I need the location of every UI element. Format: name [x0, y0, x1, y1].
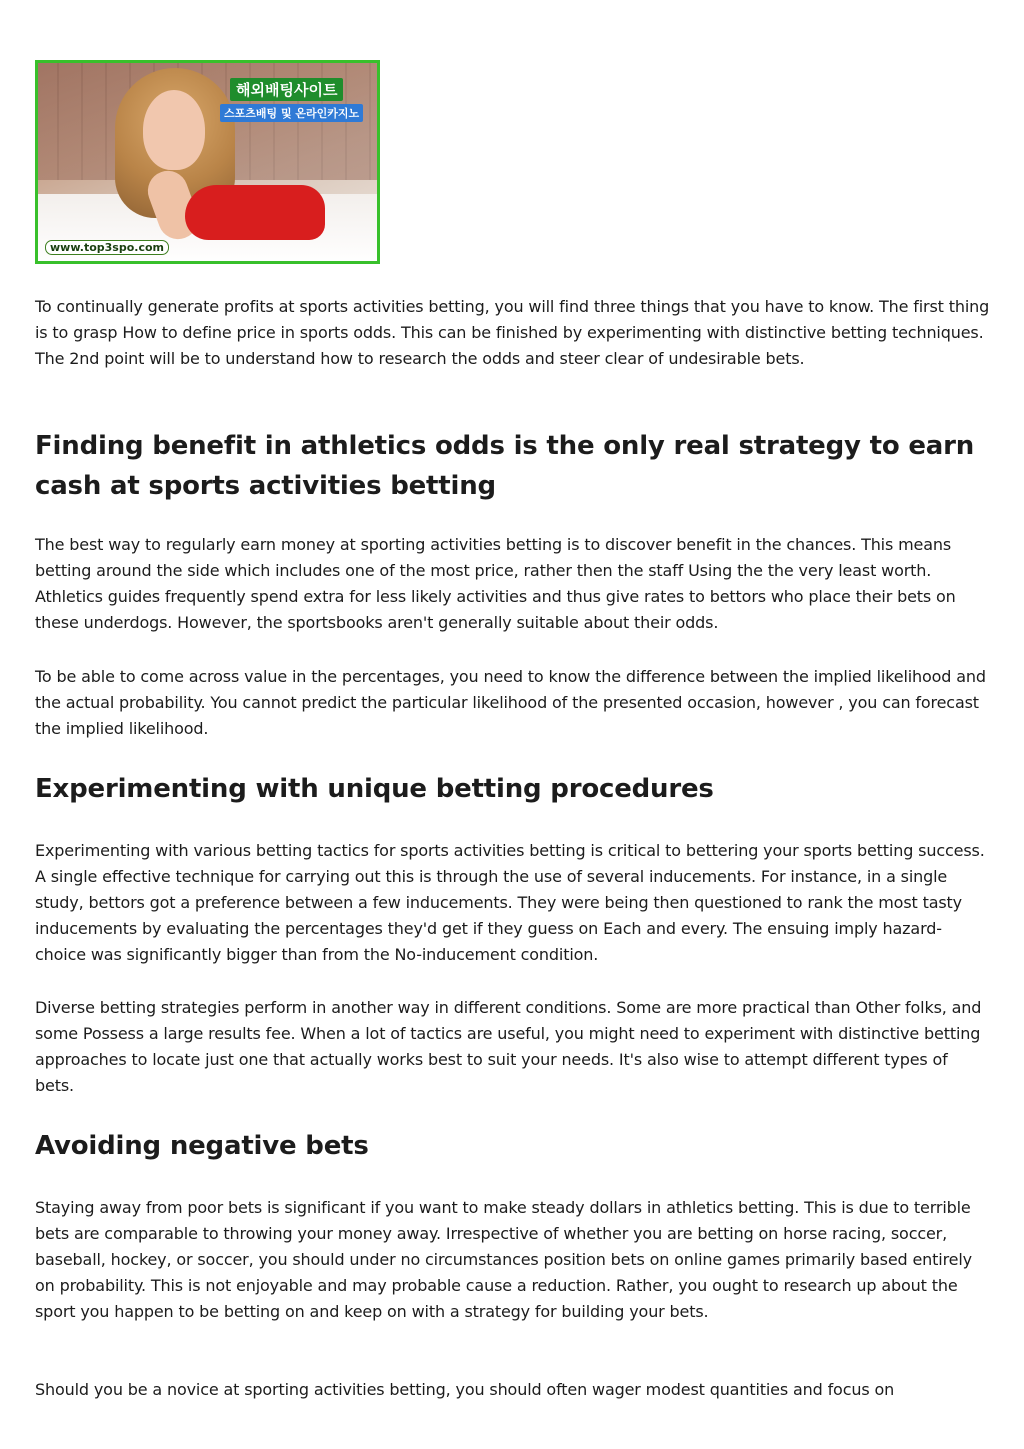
section-paragraph: The best way to regularly earn money at sporting activities betting is to discover benefit in the chances. This means betting around the side which includes one of the most price, rather then the staff Using the the very least worth. Athletics guides frequently spend extra for less likely activities and thus give rates to bettors who place their bets on these underdogs. However, the sportsbooks aren't generally suitable about their odds. — [35, 535, 956, 632]
section-paragraph: To be able to come across value in the percentages, you need to know the difference between the implied likelihood and the actual probability. You cannot predict the particular likelihood of the presented occasion, however , you can forecast the implied likelihood. — [35, 667, 986, 738]
banner-title: 해외배팅사이트 — [230, 78, 343, 101]
section-paragraph: Staying away from poor bets is significant if you want to make steady dollars in athletics betting. This is due to terrible bets are comparable to throwing your money away. Irrespective of whether you are betting on horse racing, soccer, baseball, hockey, or soccer, you should under no circumstances position bets on online games primarily based entirely on probability. This is not enjoyable and may probable cause a reduction. Rather, you ought to research up about the sport you happen to be betting on and keep on with a strategy for building your bets. — [35, 1198, 972, 1321]
section-heading-negative-bets: Avoiding negative bets — [35, 1131, 369, 1161]
banner-url[interactable]: www.top3spo.com — [45, 240, 169, 255]
intro-paragraph: To continually generate profits at sports activities betting, you will find three things that you have to know. The first thing is to grasp How to define price in sports odds. This can be finished by experimenting with distinctive betting techniques. The 2nd point will be to understand how to research the odds and steer clear of undesirable bets. — [35, 297, 990, 368]
section-paragraph: Experimenting with various betting tactics for sports activities betting is critical to bettering your sports betting success. A single effective technique for carrying out this is through the use of several inducements. For instance, in a single study, bettors got a preference between a few inducements. They were being then questioned to rank the most tasty inducements by evaluating the percentages they'd get if they guess on Each and every. The ensuing imply hazard-choice was significantly bigger than from the No-inducement condition. — [35, 841, 985, 964]
model-garment — [185, 185, 325, 240]
document-page — [35, 60, 990, 1399]
section-heading-betting-procedures: Experimenting with unique betting procedures — [35, 774, 714, 804]
banner-subtitle: 스포츠배팅 및 온라인카지노 — [220, 104, 363, 122]
banner-image[interactable] — [35, 60, 380, 264]
section-paragraph: Diverse betting strategies perform in another way in different conditions. Some are more practical than Other folks, and some Possess a large results fee. When a lot of tactics are useful, you might need to experiment with distinctive betting approaches to locate just one that actually works best to suit your needs. It's also wise to attempt different types of bets. — [35, 998, 982, 1095]
model-face — [143, 90, 205, 170]
section-paragraph: Should you be a novice at sporting activities betting, you should often wager modest quantities and focus on — [35, 1380, 895, 1399]
section-heading-odds-value: Finding benefit in athletics odds is the only real strategy to earn cash at sports activities betting — [35, 431, 975, 501]
